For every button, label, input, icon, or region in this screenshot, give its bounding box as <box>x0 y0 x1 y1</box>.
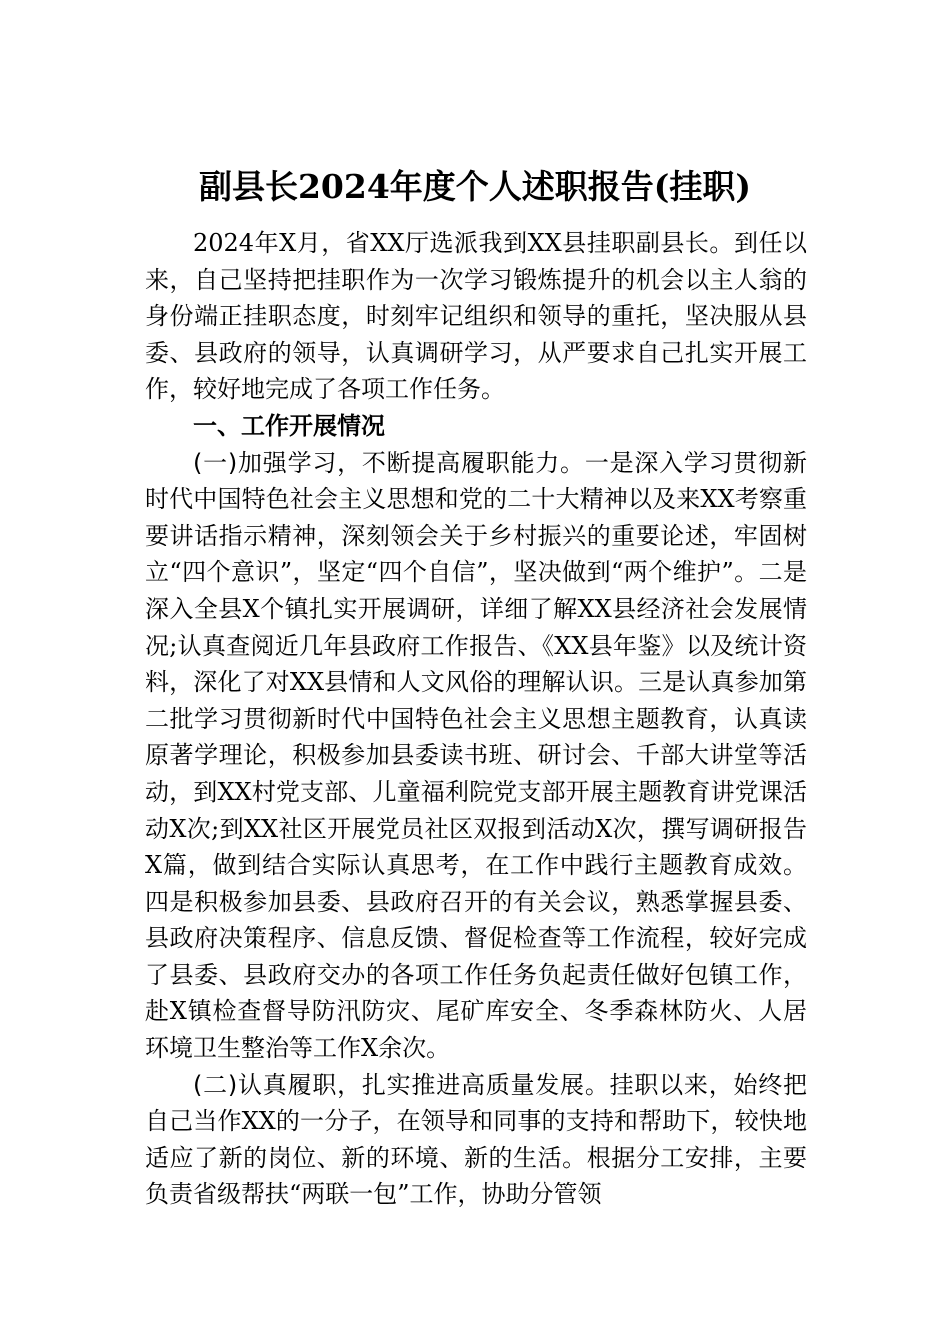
document-title: 副县长2024年度个人述职报告(挂职) <box>198 167 752 206</box>
paragraph-item-1 <box>145 445 807 1067</box>
item-2-title: (二)认真履职，扎实推进高质量发展。 <box>193 1070 610 1099</box>
paragraph-item-2 <box>145 1067 807 1213</box>
intro-paragraph: 2024年X月，省XX厅选派我到XX县挂职副县长。到任以来，自己坚持把挂职作为一次学习锻炼提升的机会以主人翁的身份端正挂职态度，时刻牢记组织和领导的重托，坚决服从县委、县政府的领导，认真调研学习，从严要求自己扎实开展工作，较好地完成了各项工作任务。 <box>145 229 807 404</box>
document-body <box>145 225 807 1213</box>
section-heading: 一、工作开展情况 <box>193 411 385 440</box>
item-2-text: 挂职以来，始终把自己当作XX的一分子，在领导和同事的支持和帮助下，较快地适应了新的岗位、新的环境、新的生活。根据分工安排，主要负责省级帮扶“两联一包”工作，协助分管领 <box>145 1070 808 1209</box>
item-1-title: (一)加强学习，不断提高履职能力。 <box>193 448 585 477</box>
item-1-text: 一是深入学习贯彻新时代中国特色社会主义思想和党的二十大精神以及来XX考察重要讲话指示精神，深刻领会关于乡村振兴的重要论述，牢固树立“四个意识”，坚定“四个自信”，坚决做到“两个维护”。二是深入全县X个镇扎实开展调研，详细了解XX县经济社会发展情况;认真查阅近几年县政府工作报告、《XX县年鉴》以及统计资料，深化了对XX县情和人文风俗的理解认识。三是认真参加第二批学习贯彻新时代中国特色社会主义思想主题教育，认真读原著学理论，积极参加县委读书班、研讨会、千部大讲堂等活动，到XX村党支部、儿童福利院党支部开展主题教育讲党课活动X次;到XX社区开展党员社区双报到活动X次，撰写调研报告X篇，做到结合实际认真思考，在工作中践行主题教育成效。四是积极参加县委、县政府召开的有关会议，熟悉掌握县委、县政府决策程序、信息反馈、督促检查等工作流程，较好完成了县委、县政府交办的各项工作任务负起责任做好包镇工作，赴X镇检查督导防汛防灾、尾矿库安全、冬季森林防火、人居环境卫生整治等工作X余次。 <box>145 448 807 1063</box>
